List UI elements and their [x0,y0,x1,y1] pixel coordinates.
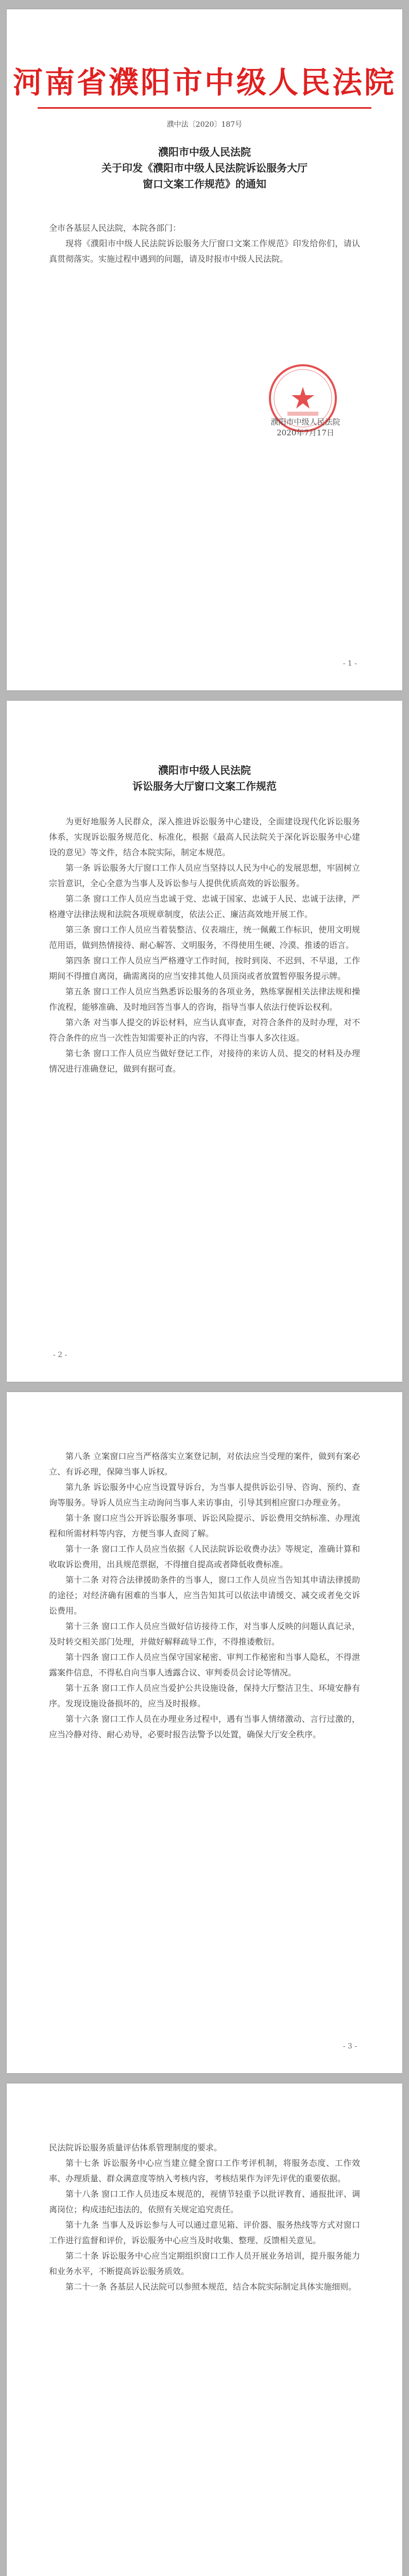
spec-body-page-4 [49,2140,360,2295]
notice-signoff [249,416,362,438]
header-red-rule [38,107,371,109]
spec-title [7,762,402,794]
document-page-2 [7,701,402,1382]
notice-salutation: 全市各基层人民法院，本院各部门： [49,223,181,233]
signoff-date: 2020年7月17日 [277,428,334,437]
document-page-4 [7,2083,402,2576]
spec-paragraph: 第八条 立案窗口应当严格落实立案登记制，对依法应当受理的案件，做到有案必立、有诉必理，保障当事人诉权。 [49,1451,360,1477]
spec-paragraph: 第十六条 窗口工作人员在办理业务过程中，遇有当事人情绪激动、言行过激的，应当冷静对待、耐心劝导，必要时报告法警予以处置，确保大厅安全秩序。 [49,1714,360,1739]
notice-title-line-1: 濮阳市中级人民法院 [158,146,251,158]
notice-title-line-3: 窗口文案工作规范》的通知 [143,178,266,190]
court-header-title: 河南省濮阳市中级人民法院 [12,65,396,100]
spec-paragraph: 第二条 窗口工作人员应当忠诚于党、忠诚于国家、忠诚于人民、忠诚于法律，严格遵守法律法规和法院各项规章制度，依法公正、廉洁高效地开展工作。 [49,894,360,919]
notice-title [7,144,402,192]
spec-paragraph: 为更好地服务人民群众，深入推进诉讼服务中心建设，全面建设现代化诉讼服务体系，实现诉讼服务规范化、标准化，根据《最高人民法院关于深化诉讼服务中心建设的意见》等文件，结合本院实际，制定本规范。 [49,817,360,857]
notice-title-line-2: 关于印发《濮阳市中级人民法院诉讼服务大厅 [101,162,308,174]
page-number: - 3 - [343,2042,357,2050]
spec-paragraph: 第五条 窗口工作人员应当熟悉诉讼服务的各项业务，熟练掌握相关法律法规和操作流程，能够准确、及时地回答当事人的咨询，指导当事人依法行使诉讼权利。 [49,987,360,1012]
notice-body [49,221,360,267]
spec-paragraph: 第十三条 窗口工作人员应当做好信访接待工作，对当事人反映的问题认真记录，及时转交相关部门处理，并做好解释疏导工作，不得推诿敷衍。 [49,1621,360,1647]
spec-paragraph: 第十一条 窗口工作人员应当依据《人民法院诉讼收费办法》等规定，准确计算和收取诉讼费用，出具规范票据，不得擅自提高或者降低收费标准。 [49,1544,360,1569]
spec-paragraph: 第六条 对当事人提交的诉讼材料，应当认真审查，对符合条件的及时办理，对不符合条件的应当一次性告知需要补正的内容，不得让当事人多次往返。 [49,1018,360,1043]
spec-paragraph: 民法院诉讼服务质量评估体系管理制度的要求。 [49,2143,223,2153]
spec-paragraph: 第一条 诉讼服务大厅窗口工作人员应当坚持以人民为中心的发展思想，牢固树立宗旨意识，全心全意为当事人及诉讼参与人提供优质高效的诉讼服务。 [49,863,360,888]
spec-title-line-2: 诉讼服务大厅窗口文案工作规范 [132,780,277,792]
spec-body-page-3 [49,1449,360,1742]
spec-paragraph: 第二十一条 各基层人民法院可以参照本规范，结合本院实际制定具体实施细则。 [65,2282,357,2292]
spec-paragraph: 第十四条 窗口工作人员应当保守国家秘密、审判工作秘密和当事人隐私，不得泄露案件信息，不得私自向当事人透露合议、审判委员会讨论等情况。 [49,1652,360,1677]
document-page-1 [7,9,402,690]
spec-paragraph: 第十二条 对符合法律援助条件的当事人，窗口工作人员应当告知其申请法律援助的途径；对经济确有困难的当事人，应当告知其可以依法申请缓交、减交或者免交诉讼费用。 [49,1575,360,1616]
notice-paragraph: 现将《濮阳市中级人民法院诉讼服务大厅窗口文案工作规范》印发给你们，请认真贯彻落实。实施过程中遇到的问题，请及时报市中级人民法院。 [49,239,360,264]
spec-title-line-1: 濮阳市中级人民法院 [158,764,251,776]
spec-paragraph: 第九条 诉讼服务中心应当设置导诉台，为当事人提供诉讼引导、咨询、预约、查询等服务。导诉人员应当主动询问当事人来访事由，引导其到相应窗口办理业务。 [49,1482,360,1507]
spec-body-page-2 [49,814,360,1077]
spec-paragraph: 第三条 窗口工作人员应当着装整洁、仪表端庄，统一佩戴工作标识，使用文明规范用语，做到热情接待、耐心解答、文明服务，不得使用生硬、冷漠、推诿的语言。 [49,925,360,950]
page-number: - 1 - [343,659,357,668]
spec-paragraph: 第十五条 窗口工作人员应当爱护公共设施设备，保持大厅整洁卫生、环境安静有序。发现设施设备损坏的，应当及时报修。 [49,1683,360,1708]
spec-paragraph: 第四条 窗口工作人员应当严格遵守工作时间，按时到岗、不迟到、不早退，工作期间不得擅自离岗，确需离岗的应当安排其他人员顶岗或者放置暂停服务提示牌。 [49,956,360,981]
spec-paragraph: 第七条 窗口工作人员应当做好登记工作，对接待的来访人员、提交的材料及办理情况进行准确登记，做到有据可查。 [49,1048,360,1074]
page-number: - 2 - [53,1351,67,1359]
spec-paragraph: 第二十条 诉讼服务中心应当定期组织窗口工作人员开展业务培训，提升服务能力和业务水平，不断提高诉讼服务质效。 [49,2251,360,2276]
document-page-3 [7,1392,402,2073]
document-number: 濮中法〔2020〕187号 [166,121,243,129]
spec-paragraph: 第十条 窗口应当公开诉讼服务事项、诉讼风险提示、诉讼费用交纳标准、办理流程和所需材料等内容，方便当事人查阅了解。 [49,1513,360,1538]
signoff-organization: 濮阳市中级人民法院 [270,417,340,427]
spec-paragraph: 第十七条 诉讼服务中心应当建立健全窗口工作考评机制，将服务态度、工作效率、办理质量、群众满意度等纳入考核内容，考核结果作为评先评优的重要依据。 [49,2158,360,2183]
spec-paragraph: 第十九条 当事人及诉讼参与人可以通过意见箱、评价器、服务热线等方式对窗口工作进行监督和评价，诉讼服务中心应当及时收集、整理、反馈相关意见。 [49,2220,360,2245]
spec-paragraph: 第十八条 窗口工作人员违反本规范的，视情节轻重予以批评教育、通报批评、调离岗位；构成违纪违法的，依照有关规定追究责任。 [49,2189,360,2214]
